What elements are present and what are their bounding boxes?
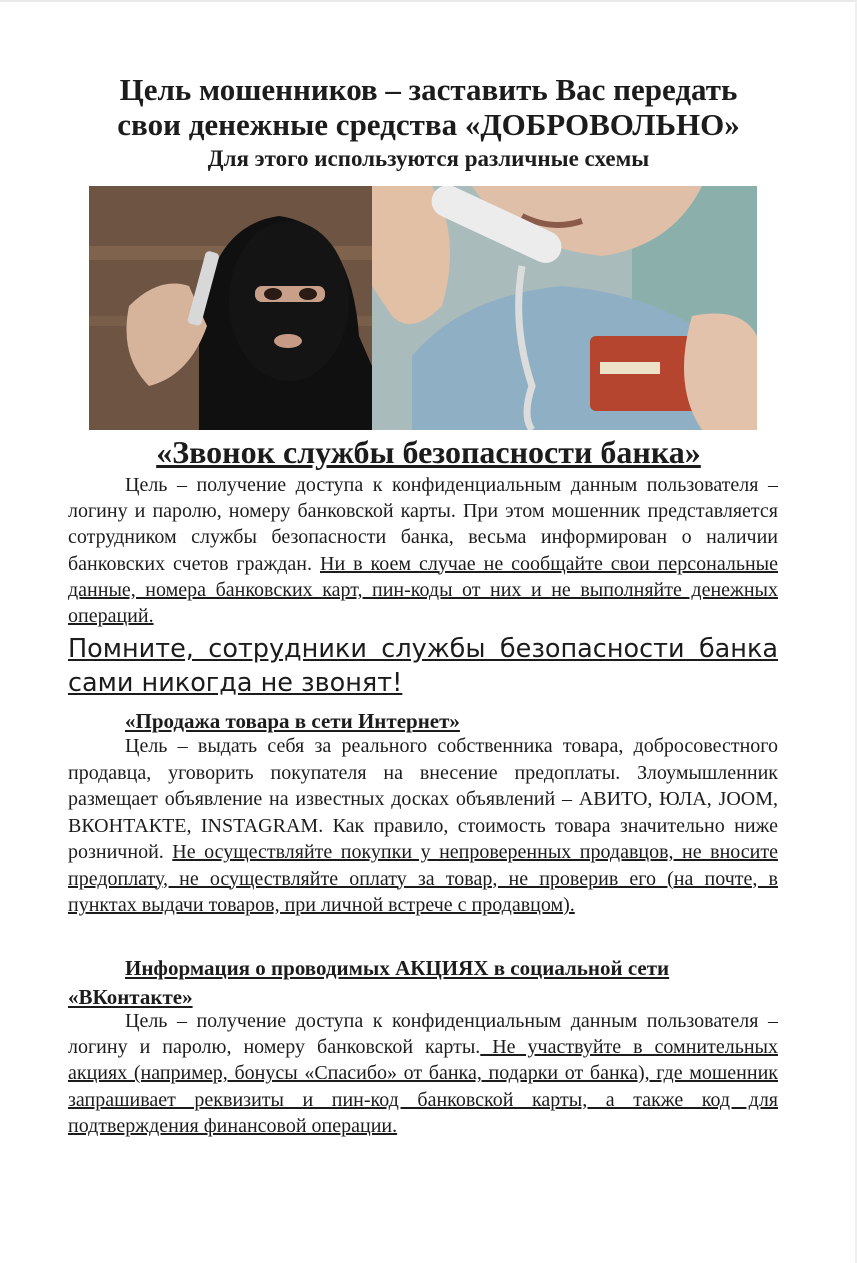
page-title-line1: Цель мошенников – заставить Вас передать (119, 72, 738, 107)
illustration-photo (89, 186, 757, 430)
photo-masked-caller (89, 186, 372, 430)
section-heading-online-sales: «Продажа товара в сети Интернет» (125, 709, 460, 733)
reminder-text: Помните, сотрудники службы безопасности банка сами никогда не звонят! (68, 634, 778, 698)
section-warning: Не участвуйте в сомнительных акциях (например, бонусы «Спасибо» от банка, подарки от банка), где мошенник запрашивает реквизиты и пин-код банковской карты, а также код для подтверждения финансовой операции. (68, 1036, 778, 1137)
section-text-online-sales (68, 733, 778, 919)
section-text-body: Цель – выдать себя за реального собственника товара, добросовестного продавца, уговорить покупателя на внесение предоплаты. Злоумышленник размещает объявление на известных досках объявлений – АВИТО, ЮЛА, JOOM, ВКОНТАКТЕ, INSTAGRAM. Как правило, стоимость товара значительно ниже розничной. (68, 735, 778, 863)
section-text-body: Цель – получение доступа к конфиденциальным данным пользователя – логину и паролю, номеру банковской карты. (68, 1010, 778, 1059)
section-text-body: Цель – получение доступа к конфиденциальным данным пользователя – логину и паролю, номеру банковской карты. При этом мошенник представляется сотрудником службы безопасности банка, весьма информирован о наличии банковских счетов граждан. (68, 474, 778, 575)
elderly-woman-illustration (372, 186, 757, 430)
section-heading-vk-promotions: Информация о проводимых АКЦИЯХ в социальной сети «ВКонтакте» (68, 956, 670, 1009)
masked-man-illustration (89, 186, 372, 430)
page-subtitle: Для этого используются различные схемы (207, 146, 650, 171)
section-text-vk-promotions (68, 1008, 778, 1139)
photo-elderly-woman (372, 186, 757, 430)
page-title-line2: свои денежные средства «ДОБРОВОЛЬНО» (117, 107, 740, 142)
section-warning: Ни в коем случае не сообщайте свои персональные данные, номера банковских карт, пин-коды от них и не выполняйте денежных операций. (68, 552, 779, 628)
section-warning: Не осуществляйте покупки у непроверенных продавцов, не вносите предоплату, не осуществляйте оплату за товар, не проверив его (на почте, в пунктах выдачи товаров, при личной встрече с продавцом). (68, 841, 778, 916)
section-heading-bank-security: «Звонок службы безопасности банка» (156, 434, 701, 470)
section-text-bank-security (68, 472, 778, 629)
